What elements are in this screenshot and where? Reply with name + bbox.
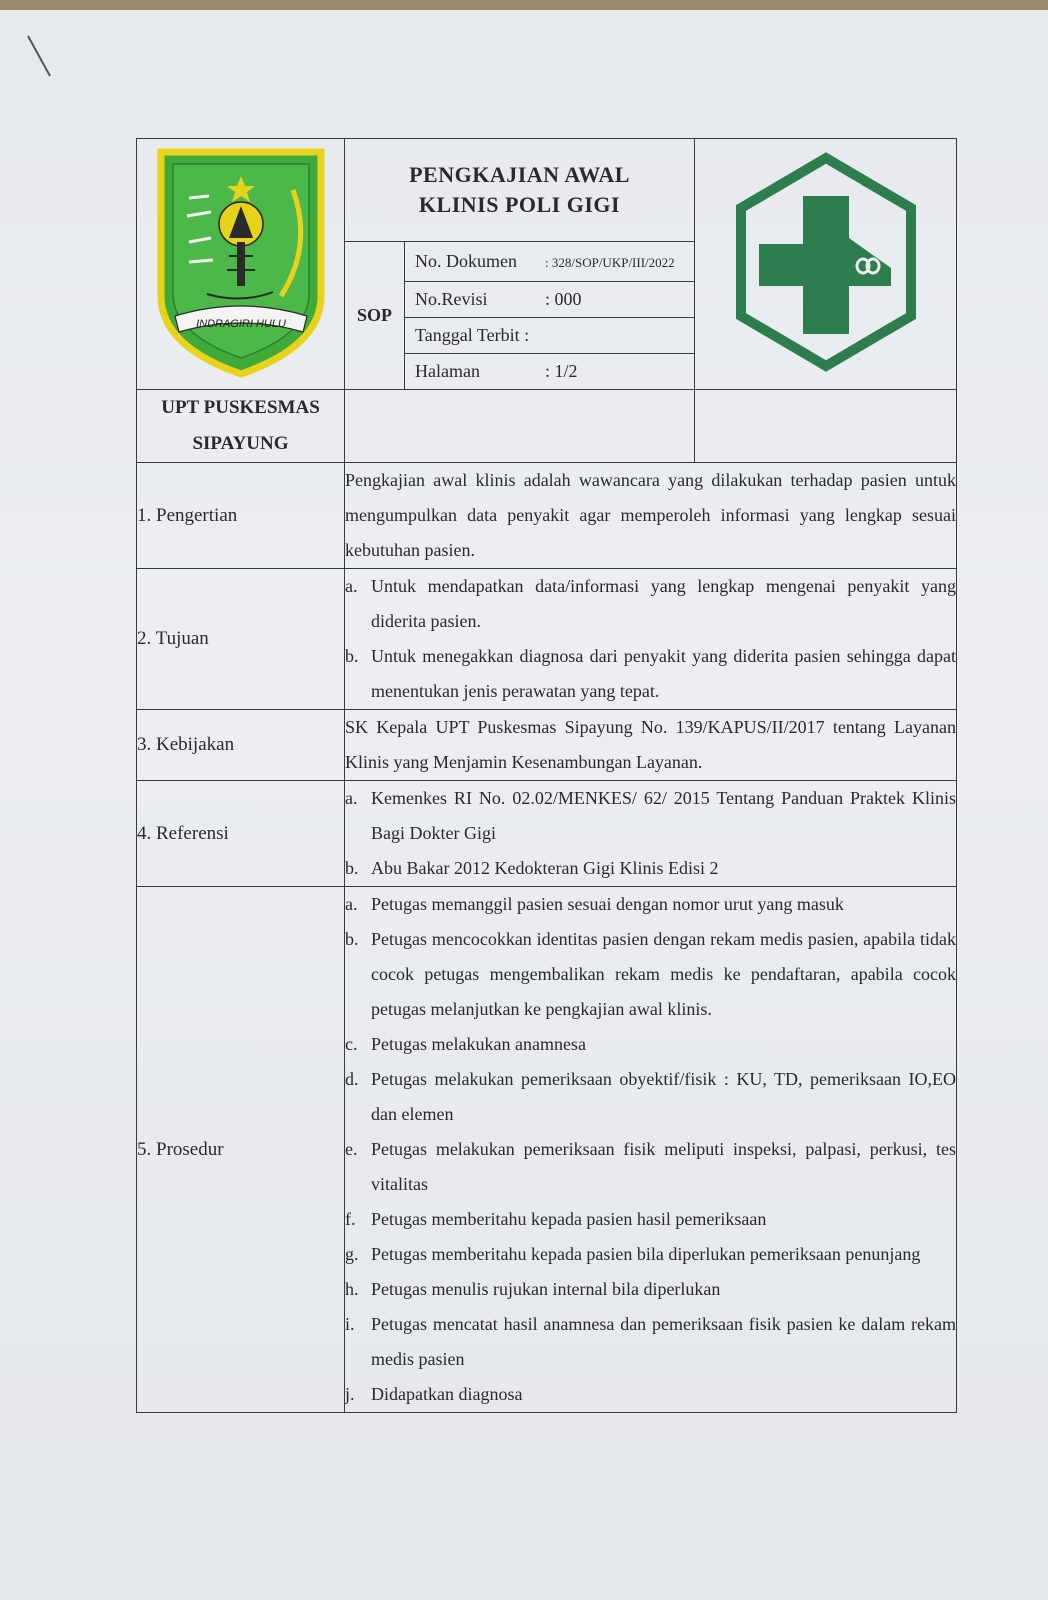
list-text: Petugas memberitahu kepada pasien bila diperlukan pemeriksaan penunjang	[371, 1244, 921, 1264]
list-item	[345, 1062, 956, 1132]
list-item	[345, 922, 956, 1027]
empty-cell	[345, 390, 695, 463]
list-text: Petugas melakukan anamnesa	[371, 1034, 586, 1054]
puskesmas-logo-icon	[731, 152, 921, 372]
sop-document	[136, 138, 956, 1413]
list-text: Petugas melakukan pemeriksaan obyektif/fisik : KU, TD, pemeriksaan IO,EO dan elemen	[371, 1069, 956, 1124]
list-marker: g.	[345, 1244, 359, 1264]
section-label-tujuan: 2. Tujuan	[137, 569, 345, 710]
list-marker: b.	[345, 646, 359, 666]
section-label-prosedur: 5. Prosedur	[137, 887, 345, 1413]
list-marker: b.	[345, 929, 359, 949]
meta-halaman	[405, 354, 695, 390]
sop-label: SOP	[345, 242, 405, 390]
list-text: Didapatkan diagnosa	[371, 1384, 523, 1404]
section-content-tujuan	[345, 569, 957, 710]
list-marker: j.	[345, 1384, 355, 1404]
puskesmas-logo-cell	[695, 139, 957, 390]
pen-mark	[22, 32, 62, 82]
organization-name-cell	[137, 390, 345, 463]
list-text: Kemenkes RI No. 02.02/MENKES/ 62/ 2015 Tentang Panduan Praktek Klinis Bagi Dokter Gigi	[371, 788, 956, 843]
list-item	[345, 1272, 956, 1307]
meta-label: Tanggal Terbit :	[415, 325, 530, 345]
list-text: Petugas memberitahu kepada pasien hasil pemeriksaan	[371, 1209, 767, 1229]
document-title-line2: KLINIS POLI GIGI	[418, 192, 621, 217]
document-title-line1: PENGKAJIAN AWAL	[409, 162, 630, 187]
svg-text:INDRAGIRI HULU: INDRAGIRI HULU	[195, 317, 286, 330]
meta-no-revisi	[405, 282, 695, 318]
meta-value: : 1/2	[545, 361, 578, 381]
paper-sheet	[0, 10, 1048, 1600]
organization-name-line1: UPT PUSKESMAS	[161, 397, 320, 418]
section-content-prosedur	[345, 887, 957, 1413]
list-marker: d.	[345, 1069, 359, 1089]
list-item	[345, 851, 956, 886]
list-marker: c.	[345, 1034, 358, 1054]
section-label-referensi: 4. Referensi	[137, 781, 345, 887]
section-label-pengertian: 1. Pengertian	[137, 463, 345, 569]
list-marker: a.	[345, 788, 358, 808]
list-text: Untuk menegakkan diagnosa dari penyakit yang diderita pasien sehingga dapat menentukan jenis perawatan yang tepat.	[371, 646, 956, 701]
list-marker: f.	[345, 1209, 356, 1229]
list-item	[345, 1237, 956, 1272]
section-content-referensi	[345, 781, 957, 887]
meta-label: Halaman	[415, 361, 480, 381]
list-text: Petugas melakukan pemeriksaan fisik meliputi inspeksi, palpasi, perkusi, tes vitalitas	[371, 1139, 956, 1194]
list-text: Petugas mencocokkan identitas pasien dengan rekam medis pasien, apabila tidak cocok petugas mengembalikan rekam medis ke pendaftaran, apabila cocok petugas melanjutkan ke pengkajian awal klinis.	[371, 929, 956, 1019]
list-marker: a.	[345, 576, 358, 596]
list-text: Petugas menulis rujukan internal bila diperlukan	[371, 1279, 721, 1299]
list-marker: a.	[345, 894, 358, 914]
list-text: Untuk mendapatkan data/informasi yang lengkap mengenai penyakit yang diderita pasien.	[371, 576, 956, 631]
list-marker: i.	[345, 1314, 355, 1334]
meta-tanggal-terbit	[405, 318, 695, 354]
meta-label: No. Dokumen	[415, 251, 517, 271]
meta-value: : 328/SOP/UKP/III/2022	[545, 255, 675, 270]
list-marker: h.	[345, 1279, 359, 1299]
list-marker: e.	[345, 1139, 358, 1159]
section-label-kebijakan: 3. Kebijakan	[137, 710, 345, 781]
list-item	[345, 1307, 956, 1377]
list-item	[345, 781, 956, 851]
sop-table	[136, 138, 957, 1413]
list-item	[345, 1377, 956, 1412]
list-text: Petugas mencatat hasil anamnesa dan pemeriksaan fisik pasien ke dalam rekam medis pasien	[371, 1314, 956, 1369]
meta-value: : 000	[545, 289, 582, 309]
indragiri-hulu-emblem-icon	[153, 146, 329, 378]
meta-no-dokumen	[405, 242, 695, 282]
section-content-kebijakan: SK Kepala UPT Puskesmas Sipayung No. 139/KAPUS/II/2017 tentang Layanan Klinis yang Menjamin Kesenambungan Layanan.	[345, 710, 957, 781]
list-text: Abu Bakar 2012 Kedokteran Gigi Klinis Edisi 2	[371, 858, 719, 878]
list-item	[345, 1132, 956, 1202]
list-text: Petugas memanggil pasien sesuai dengan nomor urut yang masuk	[371, 894, 844, 914]
list-item	[345, 569, 956, 639]
section-content-pengertian: Pengkajian awal klinis adalah wawancara yang dilakukan terhadap pasien untuk mengumpulkan data penyakit agar memperoleh informasi yang lengkap sesuai kebutuhan pasien.	[345, 463, 957, 569]
document-title-cell	[345, 139, 695, 242]
list-marker: b.	[345, 858, 359, 878]
organization-name-line2: SIPAYUNG	[192, 433, 289, 454]
list-item	[345, 887, 956, 922]
list-item	[345, 639, 956, 709]
regency-emblem-cell	[137, 139, 345, 390]
empty-cell	[695, 390, 957, 463]
meta-label: No.Revisi	[415, 289, 488, 309]
list-item	[345, 1202, 956, 1237]
list-item	[345, 1027, 956, 1062]
